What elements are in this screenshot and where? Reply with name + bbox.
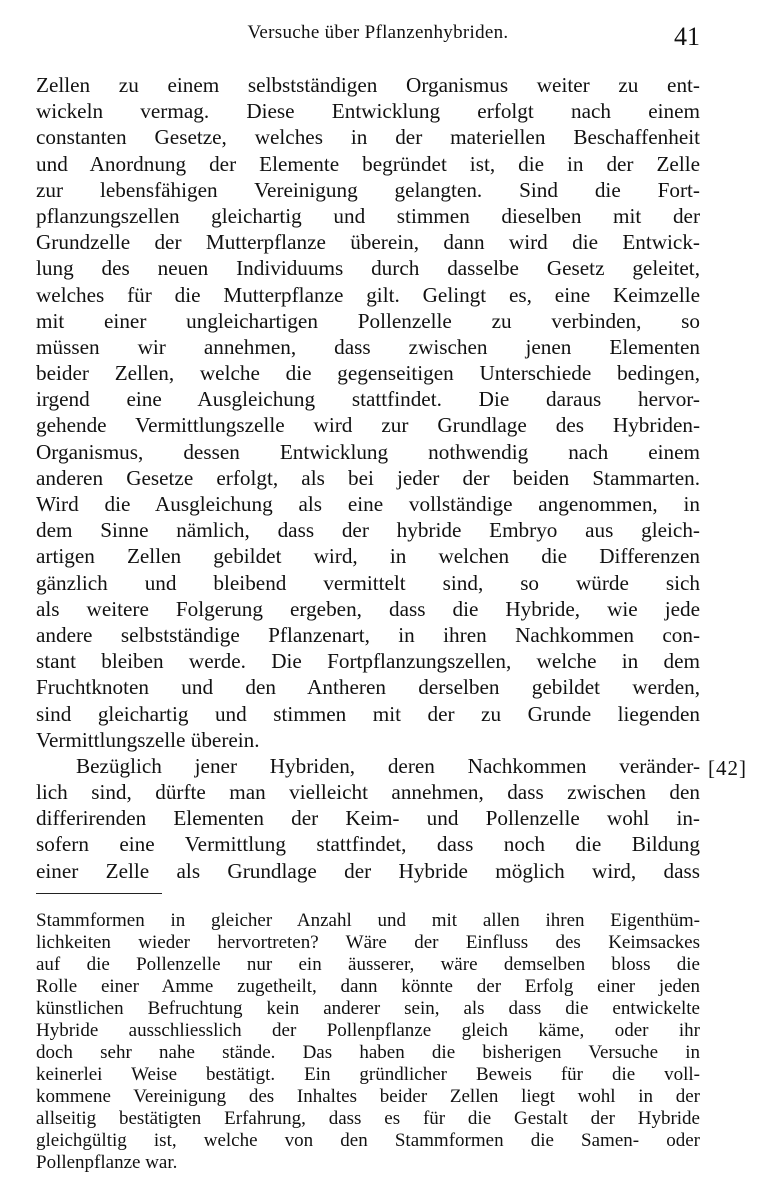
text-line: lich sind, dürfte man vielleicht annehmen, dass zwischen den xyxy=(36,780,700,805)
text-line: Grundzelle der Mutterpflanze überein, dann wird die Entwick- xyxy=(36,230,700,255)
text-line: gehende Vermittlungszelle wird zur Grundlage des Hybriden- xyxy=(36,413,700,438)
footnote-line: kommene Vereinigung des Inhaltes beider Zellen liegt wohl in der xyxy=(36,1086,700,1107)
text-line: welches für die Mutterpflanze gilt. Gelingt es, eine Keimzelle xyxy=(36,282,700,307)
main-text xyxy=(36,72,700,884)
text-line: andere selbstständige Pflanzenart, in ihren Nachkommen con- xyxy=(36,622,700,647)
text-line: constanten Gesetze, welches in der materiellen Beschaffenheit xyxy=(36,125,700,150)
text-line: zur lebensfähigen Vereinigung gelangten. Sind die Fort- xyxy=(36,177,700,202)
text-line: irgend eine Ausgleichung stattfindet. Die daraus hervor- xyxy=(36,387,700,412)
text-line: Fruchtknoten und den Antheren derselben gebildet werden, xyxy=(36,675,700,700)
text-line: sofern eine Vermittlung stattfindet, dass noch die Bildung xyxy=(36,832,700,857)
text-line: lung des neuen Individuums durch dasselbe Gesetz geleitet, xyxy=(36,256,700,281)
page-header xyxy=(36,14,700,54)
text-line: Vermittlungszelle überein. xyxy=(36,727,260,752)
running-title: Versuche über Pflanzenhybriden. xyxy=(247,22,509,43)
text-line: dem Sinne nämlich, dass der hybride Embryo aus gleich- xyxy=(36,518,700,543)
footnote-line: lichkeiten wieder hervortreten? Wäre der Einfluss des Keimsackes xyxy=(36,932,700,953)
text-line: pflanzungszellen gleichartig und stimmen dieselben mit der xyxy=(36,203,700,228)
text-line: differirenden Elementen der Keim- und Pollenzelle wohl in- xyxy=(36,806,700,831)
footnote-line: doch sehr nahe stände. Das haben die bisherigen Versuche in xyxy=(36,1042,700,1063)
text-line: Bezüglich jener Hybriden, deren Nachkommen veränder- xyxy=(76,753,700,778)
text-line: und Anordnung der Elemente begründet ist, die in der Zelle xyxy=(36,151,700,176)
footnote-line: Hybride ausschliesslich der Pollenpflanze gleich käme, oder ihr xyxy=(36,1020,700,1041)
text-line: einer Zelle als Grundlage der Hybride möglich wird, dass xyxy=(36,858,700,883)
text-line: sind gleichartig und stimmen mit der zu Grunde liegenden xyxy=(36,701,700,726)
text-line: Wird die Ausgleichung als eine vollständige angenommen, in xyxy=(36,492,700,516)
footnote-line: künstlichen Befruchtung kein anderer sein, als dass die entwickelte xyxy=(36,998,700,1019)
footnote-separator xyxy=(36,893,162,894)
footnote-line: Rolle einer Amme zugetheilt, dann könnte der Erfolg einer jeden xyxy=(36,976,700,997)
text-line: artigen Zellen gebildet wird, in welchen die Differenzen xyxy=(36,544,700,569)
text-line: müssen wir annehmen, dass zwischen jenen Elementen xyxy=(36,334,700,359)
text-line: anderen Gesetze erfolgt, als bei jeder der beiden Stammarten. xyxy=(36,465,700,490)
text-line: Zellen zu einem selbstständigen Organismus weiter zu ent- xyxy=(36,73,700,97)
page-number: 41 xyxy=(674,22,700,51)
text-line: Organismus, dessen Entwicklung nothwendig nach einem xyxy=(36,439,700,464)
text-line: stant bleiben werde. Die Fortpflanzungszellen, welche in dem xyxy=(36,649,700,674)
original-page-reference: [42] xyxy=(708,756,747,780)
text-line: mit einer ungleichartigen Pollenzelle zu verbinden, so xyxy=(36,308,700,333)
footnote-line: auf die Pollenzelle nur ein äusserer, wäre demselben bloss die xyxy=(36,954,700,975)
footnote-line: Stammformen in gleicher Anzahl und mit allen ihren Eigenthüm- xyxy=(36,910,700,931)
footnote xyxy=(36,910,700,1174)
footnote-line: keinerlei Weise bestätigt. Ein gründlicher Beweis für die voll- xyxy=(36,1064,700,1085)
text-line: beider Zellen, welche die gegenseitigen Unterschiede bedingen, xyxy=(36,361,700,386)
text-line: als weitere Folgerung ergeben, dass die Hybride, wie jede xyxy=(36,596,700,621)
footnote-line: allseitig bestätigten Erfahrung, dass es für die Gestalt der Hybride xyxy=(36,1108,700,1129)
text-line: gänzlich und bleibend vermittelt sind, so würde sich xyxy=(36,570,700,595)
footnote-line: Pollenpflanze war. xyxy=(36,1152,178,1173)
text-line: wickeln vermag. Diese Entwicklung erfolgt nach einem xyxy=(36,99,700,124)
footnote-line: gleichgültig ist, welche von den Stammformen die Samen- oder xyxy=(36,1130,700,1151)
